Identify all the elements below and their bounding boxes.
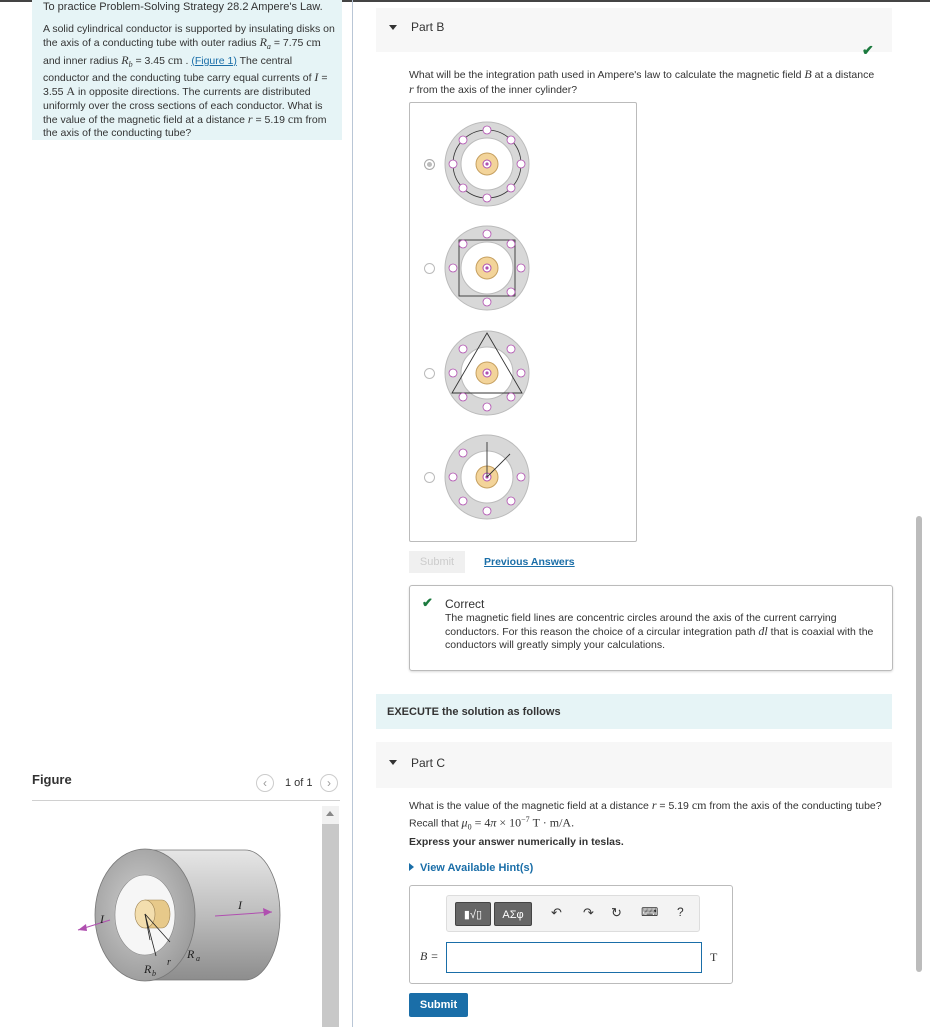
feedback-title: Correct <box>445 597 485 611</box>
figure-link[interactable]: (Figure 1) <box>191 54 237 67</box>
page-scrollbar[interactable] <box>916 516 922 972</box>
choice-radio-2[interactable] <box>424 263 435 274</box>
answer-input[interactable] <box>446 942 702 973</box>
ra-label: R <box>187 947 195 961</box>
execute-banner: EXECUTE the solution as follows <box>376 694 892 729</box>
panel-divider <box>352 0 353 1027</box>
coaxial-conductor-figure <box>70 840 290 990</box>
chevron-left-icon: ‹ <box>263 776 267 790</box>
part-c-question: What is the value of the magnetic field at a distance r = 5.19 cm from the axis of the conducting tube? Recall that $\mu_0 = 4\pi \times 10^{-7}$ T · m/A. <box>409 798 882 832</box>
choice-circular-path[interactable] <box>444 121 534 211</box>
choice-radio-1[interactable] <box>424 159 435 170</box>
r-label: r <box>167 957 171 968</box>
redo-icon[interactable]: ↷ <box>583 905 594 920</box>
check-icon: ✔ <box>422 595 433 610</box>
express-instructions: Express your answer numerically in teslas. <box>409 836 624 848</box>
part-b-label: Part B <box>411 20 445 34</box>
feedback-box <box>409 585 893 671</box>
answer-unit: T <box>710 950 718 964</box>
choice-square-path[interactable] <box>444 225 534 315</box>
figure-heading: Figure <box>32 772 72 787</box>
templates-button[interactable]: ▮√▯ <box>455 902 491 926</box>
chevron-right-icon: › <box>327 776 331 790</box>
choice-radio-4[interactable] <box>424 472 435 483</box>
figure-scrollbar[interactable] <box>322 806 339 1027</box>
i-right-label: I <box>238 898 242 912</box>
answer-choices <box>409 102 637 542</box>
reset-icon[interactable]: ↻ <box>611 905 622 920</box>
math-toolbar <box>446 895 700 932</box>
expand-triangle-icon <box>409 863 414 871</box>
feedback-text: The magnetic field lines are concentric circles around the axis of the current carrying conductors. For this reason the choice of a circular integration path dl that is coaxial with the conductors will greatly simply your calculations. <box>445 612 874 651</box>
figure-pager: 1 of 1 <box>285 777 313 789</box>
collapse-triangle-icon <box>389 760 397 765</box>
part-c-header[interactable] <box>376 742 892 788</box>
help-icon[interactable]: ? <box>677 905 684 919</box>
figure-prev-button[interactable] <box>256 774 274 792</box>
keyboard-icon[interactable]: ⌨ <box>641 905 659 919</box>
answer-label: B = <box>420 949 439 963</box>
part-c-submit-button[interactable]: Submit <box>409 993 468 1017</box>
intro-text: A solid cylindrical conductor is supported by insulating disks on the axis of a conducting tube with outer radius $R_a = 7.75$ cm and inner radius $R_b = 3.45$ cm . (Figure 1) The central conductor and the conducting tube carry equal currents of I = 3.55 A in opposite directions. The currents are distributed uniformly over the cross sections of each conductor. What is the value of the magnetic field at a distance r = 5.19 cm from the axis of the conducting tube? <box>43 23 335 140</box>
choice-radial-path[interactable] <box>444 434 534 524</box>
i-left-label: I <box>100 912 104 926</box>
part-b-submit-button[interactable]: Submit <box>409 551 465 573</box>
ra-sub-label: a <box>196 954 200 963</box>
choice-triangle-path[interactable] <box>444 330 534 420</box>
scroll-up-icon[interactable] <box>326 811 334 816</box>
collapse-triangle-icon <box>389 25 397 30</box>
checkmark-icon: ✔ <box>862 42 874 58</box>
previous-answers-link[interactable]: Previous Answers <box>484 556 575 568</box>
greek-symbols-button[interactable]: ΑΣφ <box>494 902 532 926</box>
part-b-question: What will be the integration path used in Ampere's law to calculate the magnetic field B at a distance r from the axis of the inner cylinder? <box>409 67 875 96</box>
choice-radio-3[interactable] <box>424 368 435 379</box>
view-hints-link[interactable]: View Available Hint(s) <box>409 862 533 874</box>
part-c-label: Part C <box>411 756 446 770</box>
figure-divider <box>32 800 340 801</box>
intro-title: To practice Problem-Solving Strategy 28.2 Ampere's Law. <box>43 1 323 13</box>
figure-next-button[interactable] <box>320 774 338 792</box>
figure-scroll-thumb[interactable] <box>322 824 339 1027</box>
answer-panel <box>409 885 733 984</box>
undo-icon[interactable]: ↶ <box>551 905 562 920</box>
problem-intro <box>32 0 342 140</box>
part-b-header[interactable] <box>376 8 892 52</box>
rb-sub-label: b <box>152 969 156 978</box>
rb-label: R <box>144 962 152 976</box>
